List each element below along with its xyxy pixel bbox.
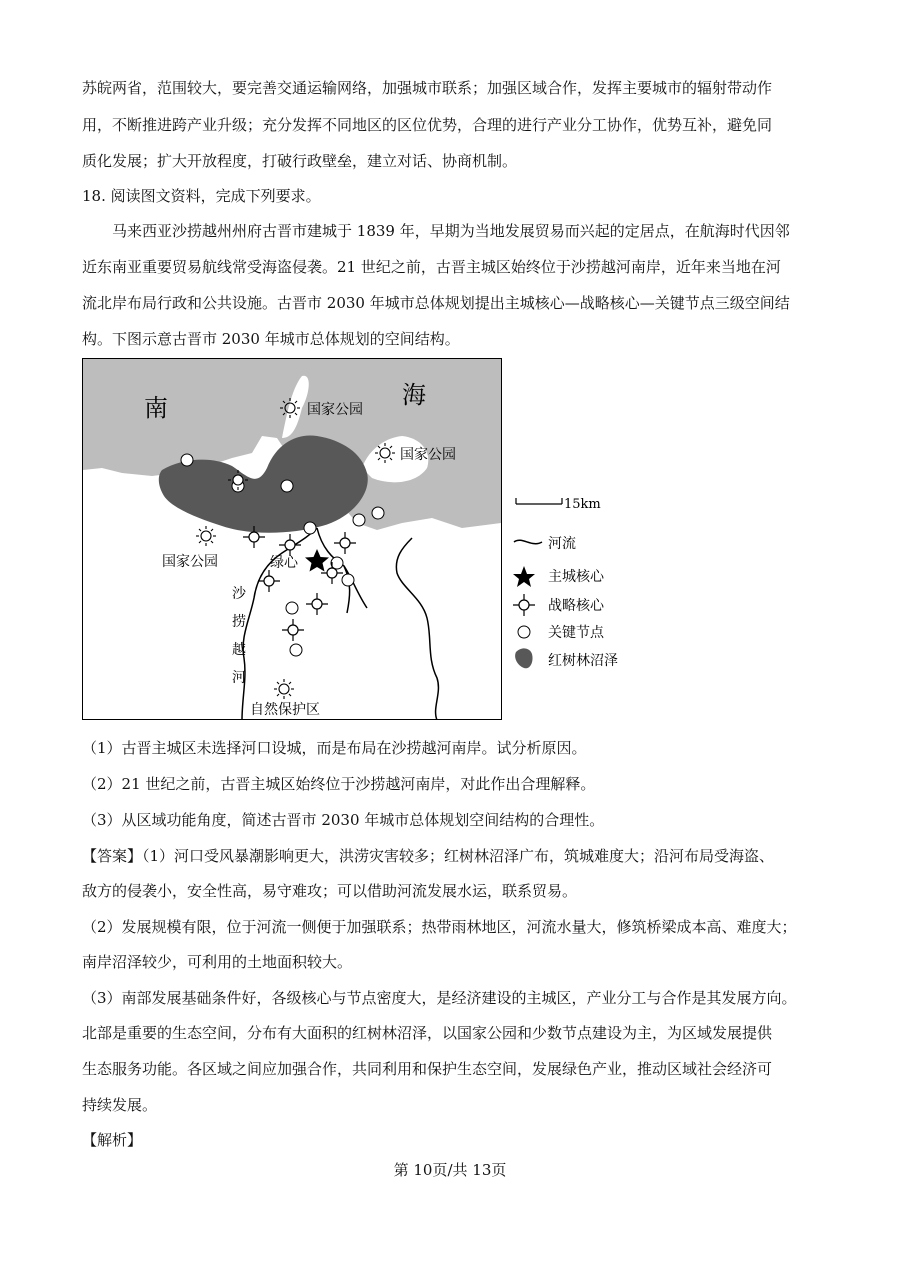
- legend-strategic-icon: [513, 594, 535, 616]
- city-structure-map: [82, 358, 502, 720]
- scale-label: 15km: [564, 497, 601, 512]
- legend-main-core-label: 主城核心: [548, 569, 604, 585]
- river-label: 沙: [232, 586, 246, 602]
- sea-label-sea: 海: [402, 381, 426, 409]
- key-node: [372, 507, 384, 519]
- analysis-heading: 【解析】: [82, 1131, 143, 1149]
- paragraph-line: 流北岸布局行政和公共设施。古晋市 2030 年城市总体规划提出主城核心—战略核心—关键节点三级空间结: [82, 294, 790, 312]
- river-label: 河: [232, 670, 246, 686]
- text-line: 苏皖两省，范围较大，要完善交通运输网络，加强城市联系；加强区域合作，发挥主要城市的辐射带动作: [82, 79, 773, 97]
- sub-question-2: （2）21 世纪之前，古晋主城区始终位于沙捞越河南岸，对此作出合理解释。: [82, 775, 596, 793]
- answer-line: 持续发展。: [82, 1096, 158, 1114]
- key-node: [331, 557, 343, 569]
- answer-line: 【答案】（1）河口受风暴潮影响更大，洪涝灾害较多；红树林沼泽广布，筑城难度大；沿河布局受海盗、: [82, 847, 775, 865]
- paragraph-line: 近东南亚重要贸易航线常受海盗侵袭。21 世纪之前，古晋主城区始终位于沙捞越河南岸，近年来当地在河: [82, 258, 781, 276]
- sea-label-south: 南: [144, 394, 168, 422]
- legend-river-symbol: [514, 540, 542, 543]
- reserve-label: 自然保护区: [250, 702, 320, 718]
- legend-node-label: 关键节点: [548, 625, 604, 641]
- answer-line: 生态服务功能。各区域之间应加强合作，共同利用和保护生态空间，发展绿色产业，推动区域社会经济可: [82, 1060, 773, 1078]
- map-legend: [512, 490, 662, 680]
- legend-river-label: 河流: [548, 536, 576, 552]
- answer-line: （3）南部发展基础条件好，各级核心与节点密度大，是经济建设的主城区，产业分工与合作是其发展方向。: [82, 989, 797, 1007]
- text-line: 质化发展；扩大开放程度，打破行政壁垒，建立对话、协商机制。: [82, 152, 518, 170]
- paragraph-line: 马来西亚沙捞越州州府古晋市建城于 1839 年，早期为当地发展贸易而兴起的定居点，在航海时代因邻: [112, 222, 790, 240]
- park-label: 国家公园: [162, 554, 218, 570]
- text-line: 用，不断推进跨产业升级；充分发挥不同地区的区位优势，合理的进行产业分工协作，优势互补，避免同: [82, 116, 773, 134]
- page-footer: 第 10页/共 13页: [393, 1161, 507, 1179]
- green-heart-label: 绿心: [270, 555, 298, 571]
- river-label: 捞: [232, 614, 246, 630]
- legend-mangrove-label: 红树林沼泽: [548, 653, 618, 669]
- legend-mangrove-icon: [515, 648, 532, 668]
- key-node: [281, 480, 293, 492]
- paragraph-line: 构。下图示意古晋市 2030 年城市总体规划的空间结构。: [82, 330, 460, 348]
- key-node: [290, 644, 302, 656]
- answer-line: 敌方的侵袭小，安全性高，易守难攻；可以借助河流发展水运，联系贸易。: [82, 882, 578, 900]
- legend-star-icon: [513, 566, 535, 587]
- key-node: [304, 522, 316, 534]
- sub-question-3: （3）从区域功能角度，简述古晋市 2030 年城市总体规划空间结构的合理性。: [82, 811, 605, 829]
- answer-line: （2）发展规模有限，位于河流一侧便于加强联系；热带雨林地区，河流水量大，修筑桥梁成本高、难度大；: [82, 918, 797, 936]
- question-18-heading: 18. 阅读图文资料，完成下列要求。: [82, 187, 321, 205]
- river-label: 越: [232, 642, 246, 658]
- answer-line: 北部是重要的生态空间，分布有大面积的红树林沼泽，以国家公园和少数节点建设为主，为区域发展提供: [82, 1024, 773, 1042]
- key-node: [342, 574, 354, 586]
- legend-strategic-label: 战略核心: [548, 598, 604, 614]
- map-svg: [82, 358, 502, 720]
- scale-bar: [516, 498, 562, 504]
- key-node: [286, 602, 298, 614]
- legend-node-icon: [518, 626, 530, 638]
- answer-line: 南岸沼泽较少，可利用的土地面积较大。: [82, 953, 353, 971]
- park-label: 国家公园: [307, 402, 363, 418]
- park-label: 国家公园: [400, 447, 456, 463]
- sub-question-1: （1）古晋主城区未选择河口设城，而是布局在沙捞越河南岸。试分析原因。: [82, 739, 587, 757]
- key-node: [353, 514, 365, 526]
- key-node: [181, 454, 193, 466]
